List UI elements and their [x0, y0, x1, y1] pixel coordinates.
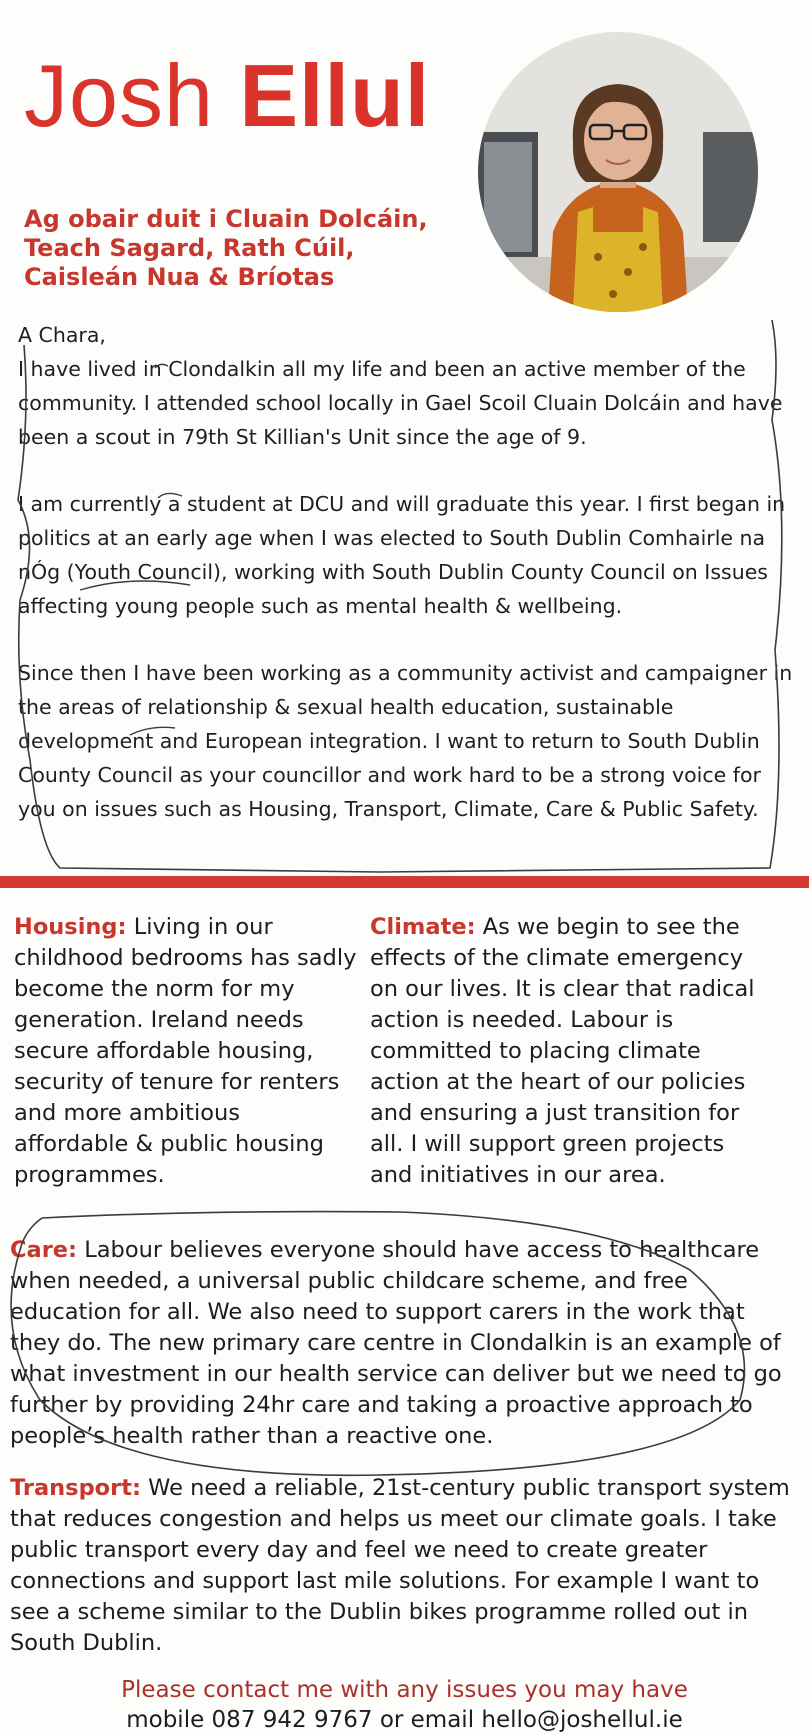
care-text: Labour believes everyone should have access to healthcare when needed, a universal public childcare scheme, and free education for all. We also need to support carers in the work that they do. The new primary care centre in Clondalkin is an example of what investment in our health service can deliver but we need to go further by providing 24hr care and taking a proactive approach to people’s health rather than a reactive one. — [10, 1237, 782, 1449]
tagline — [24, 205, 464, 292]
candidate-last-name: Ellul — [239, 46, 431, 145]
care-section — [10, 1235, 800, 1452]
climate-heading: Climate: — [370, 914, 476, 940]
climate-section — [370, 912, 770, 1191]
climate-text: As we begin to see the effects of the climate emergency on our lives. It is clear that radical action is needed. Labour is committed to placing climate action at the heart of our policies and ensuring a just transition for all. I will support green projects and initiatives in our area. — [370, 914, 755, 1188]
candidate-photo — [478, 32, 758, 312]
housing-heading: Housing: — [14, 914, 127, 940]
care-heading: Care: — [10, 1237, 78, 1263]
tagline-line: Ag obair duit i Cluain Dolcáin, — [24, 205, 428, 233]
letter-paragraph: I am currently a student at DCU and will graduate this year. I first began in politics at an early age when I was elected to South Dublin Comhairle na nÓg (Youth Council), working with South Dublin County Council on Issues affecting young people such as mental health & wellbeing. — [18, 492, 786, 618]
transport-section — [10, 1473, 800, 1659]
letter-paragraph: I have lived in Clondalkin all my life and been an active member of the community. I attended school locally in Gael Scoil Cluain Dolcáin and have been a scout in 79th St Killian's Unit since the age of 9. — [18, 357, 783, 449]
transport-heading: Transport: — [10, 1475, 141, 1501]
contact-info — [0, 1675, 809, 1735]
letter-paragraph: Since then I have been working as a community activist and campaigner in the areas of relationship & sexual health education, sustainable development and European integration. I want to return to South Dublin County Council as your councillor and work hard to be a strong voice for you on issues such as Housing, Transport, Climate, Care & Public Safety. — [18, 661, 793, 821]
housing-section — [14, 912, 359, 1191]
introduction-letter — [18, 318, 793, 859]
tagline-line: Caisleán Nua & Bríotas — [24, 263, 335, 291]
transport-text: We need a reliable, 21st-century public transport system that reduces congestion and helps us meet our climate goals. I take public transport every day and feel we need to create greater connections and support last mile solutions. For example I want to see a scheme similar to the Dublin bikes programme rolled out in South Dublin. — [10, 1475, 790, 1656]
candidate-name — [24, 46, 431, 145]
section-divider — [0, 876, 809, 888]
candidate-first-name: Josh — [24, 46, 214, 145]
salutation: A Chara, — [18, 323, 106, 347]
housing-text: Living in our childhood bedrooms has sadly become the norm for my generation. Ireland needs secure affordable housing, security of tenure for renters and more ambitious affordable & public housing programmes. — [14, 914, 357, 1188]
tagline-line: Teach Sagard, Rath Cúil, — [24, 234, 355, 262]
contact-details: mobile 087 942 9767 or email hello@joshellul.ie — [126, 1707, 683, 1733]
contact-line: Please contact me with any issues you may have — [121, 1677, 688, 1703]
